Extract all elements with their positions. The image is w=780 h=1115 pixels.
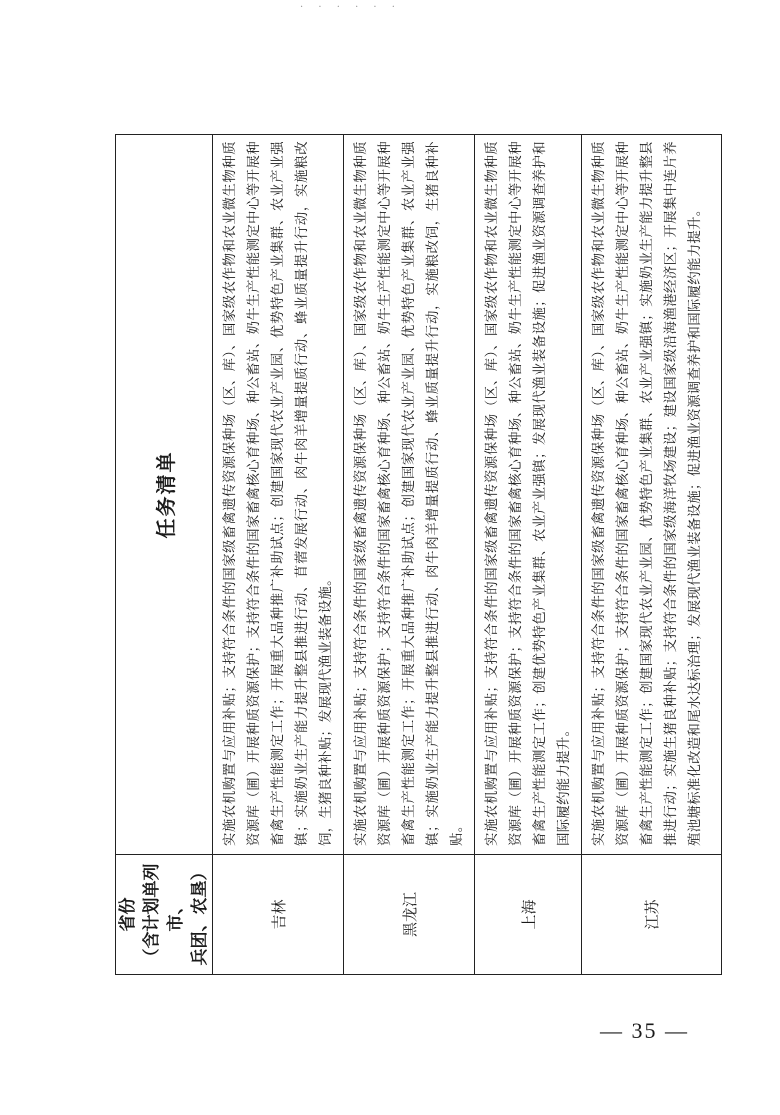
- province-column-header: [116, 855, 213, 975]
- page-number: — 35 —: [600, 1018, 689, 1043]
- task-cell: 实施农机购置与应用补贴；支持符合条件的国家级畜禽遗传资源保种场（区、库）、国家级农作物和农业微生物种质资源库（圃）开展种质资源保护；支持符合条件的国家畜禽核心育种场、种公畜站、奶牛生产性能测定中心等开展种畜禽生产性能测定工作；创建国家现代农业产业园、优势特色产业集群、农业产业强镇；实施奶业生产能力提升整县推进行动；实施生猪良种补贴；支持符合条件的国家级海洋牧场建设；建设国家级沿海渔港经济区；开展集中连片养殖池塘标准化改造和尾水达标治理；发展现代渔业装备设施；促进渔业资源调查养护和国际履约能力提升。: [582, 135, 722, 855]
- province-cell: 江苏: [582, 855, 722, 975]
- scan-marks: · · · · · ·: [300, 2, 401, 13]
- province-cell: 上海: [475, 855, 582, 975]
- province-cell: 吉林: [213, 855, 344, 975]
- rotated-table-frame: [115, 135, 703, 975]
- table-row: [213, 135, 344, 975]
- task-list-table: [115, 134, 722, 975]
- task-cell: 实施农机购置与应用补贴；支持符合条件的国家级畜禽遗传资源保种场（区、库）、国家级农作物和农业微生物种质资源库（圃）开展种质资源保护；支持符合条件的国家畜禽核心育种场、种公畜站、奶牛生产性能测定中心等开展种畜禽生产性能测定工作；开展重大品种推广补助试点；创建国家现代农业产业园、优势特色产业集群、农业产业强镇；实施奶业生产能力提升整县推进行动、苜蓿发展行动、肉牛肉羊增量提质行动、蜂业质量提升行动，实施粮改饲，生猪良种补贴；发展现代渔业装备设施。: [213, 135, 344, 855]
- table-row: [475, 135, 582, 975]
- province-header-line: （含计划单列市、: [142, 863, 186, 966]
- table-row: [344, 135, 475, 975]
- task-cell: 实施农机购置与应用补贴；支持符合条件的国家级畜禽遗传资源保种场（区、库）、国家级农作物和农业微生物种质资源库（圃）开展种质资源保护；支持符合条件的国家畜禽核心育种场、种公畜站、奶牛生产性能测定中心等开展种畜禽生产性能测定工作；创建优势特色产业集群、农业产业强镇；发展现代渔业装备设施；促进渔业资源调查养护和国际履约能力提升。: [475, 135, 582, 855]
- task-column-header: 任务清单: [116, 135, 213, 855]
- table-row: [582, 135, 722, 975]
- province-header-line: 省份: [118, 897, 138, 932]
- province-header-line: 兵团、农垦）: [190, 863, 210, 966]
- table-header-row: [116, 135, 213, 975]
- task-cell: 实施农机购置与应用补贴；支持符合条件的国家级畜禽遗传资源保种场（区、库）、国家级农作物和农业微生物种质资源库（圃）开展种质资源保护；支持符合条件的国家畜禽核心育种场、种公畜站、奶牛生产性能测定中心等开展种畜禽生产性能测定工作；开展重大品种推广补助试点；创建国家现代农业产业园、优势特色产业集群、农业产业强镇；实施奶业生产能力提升整县推进行动、肉牛肉羊增量提质行动、蜂业质量提升行动，实施粮改饲，生猪良种补贴。: [344, 135, 475, 855]
- province-cell: 黑龙江: [344, 855, 475, 975]
